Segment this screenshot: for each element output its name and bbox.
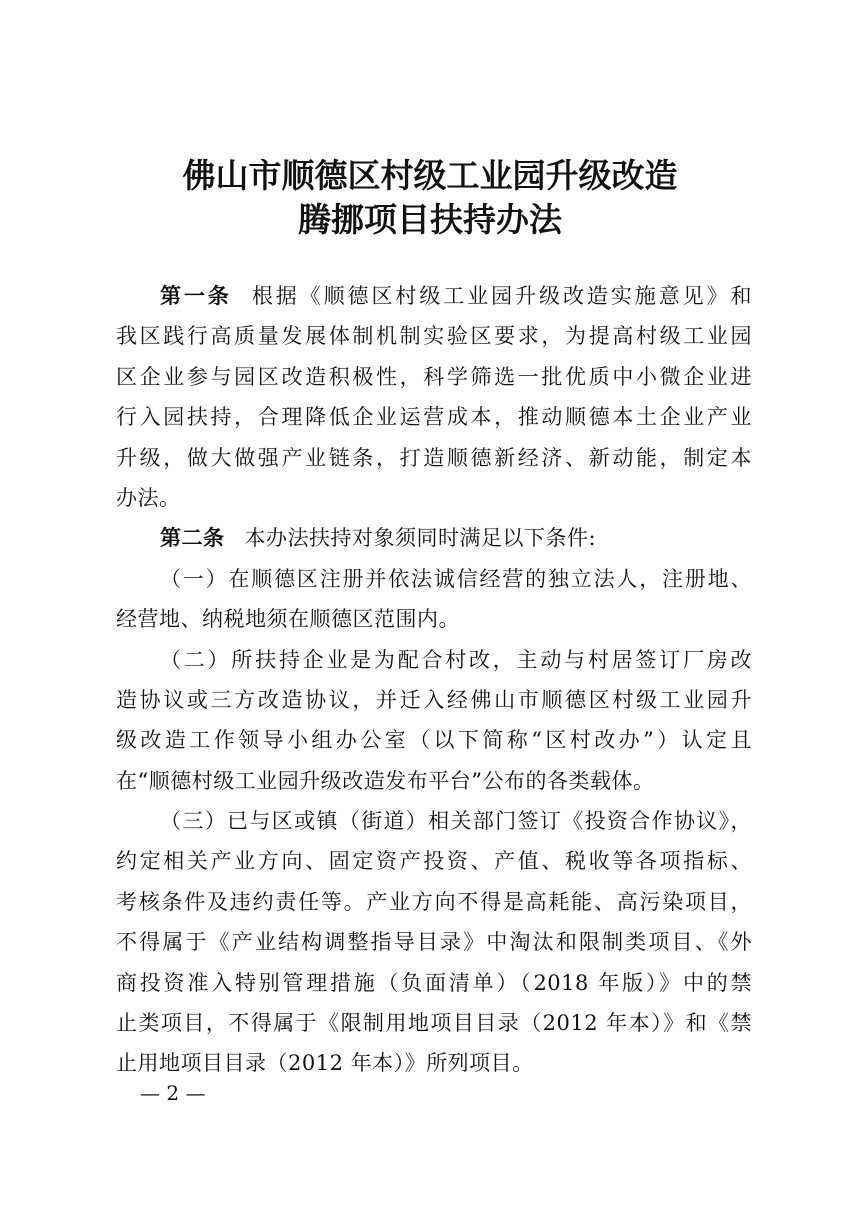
article-1-line-6: 办法。 [116, 485, 181, 510]
item-3-line-5: 商投资准入特别管理措施（负面清单）（2018 年版）》中的禁 [116, 970, 752, 995]
article-2-intro: 本办法扶持对象须同时满足以下条件: [244, 526, 597, 551]
article-1-text: 根据《顺德区村级工业园升级改造实施意见》和 [251, 284, 753, 308]
item-2-line-3: 级改造工作领导小组办公室（以下简称“区村改办”）认定且 [116, 728, 752, 753]
article-1-line-1 [116, 276, 752, 316]
article-1-line-5: 升级，做大做强产业链条，打造顺德新经济、新动能，制定本 [116, 445, 752, 470]
document-body [116, 276, 752, 1084]
article-1-line-3: 区企业参与园区改造积极性，科学筛选一批优质中小微企业进 [116, 364, 752, 389]
item-2-line-2: 造协议或三方改造协议，并迁入经佛山市顺德区村级工业园升 [116, 687, 752, 712]
item-1-line-2: 经营地、纳税地须在顺德区范围内。 [116, 607, 460, 632]
article-2-intro-line [116, 518, 752, 558]
item-2-line-4: 在“顺德村级工业园升级改造发布平台”公布的各类载体。 [116, 768, 655, 793]
article-1-line-2: 我区践行高质量发展体制机制实验区要求，为提高村级工业园 [116, 324, 752, 349]
article-2-label: 第二条 [160, 526, 225, 551]
article-1-line-4: 行入园扶持，合理降低企业运营成本，推动顺德本土企业产业 [116, 405, 752, 430]
article-1-label: 第一条 [160, 284, 232, 308]
document-title-line-2: 腾挪项目扶持办法 [298, 200, 562, 239]
item-3-line-6: 止类项目，不得属于《限制用地项目目录（2012 年本）》和《禁 [116, 1011, 752, 1036]
item-3-line-3: 考核条件及违约责任等。产业方向不得是高耗能、高污染项目， [116, 889, 752, 914]
item-1-line-1: （一）在顺德区注册并依法诚信经营的独立法人，注册地、 [160, 566, 752, 591]
item-3-line-7: 止用地项目目录（2012 年本）》所列项目。 [116, 1051, 534, 1076]
item-3-line-1: （三）已与区或镇（街道）相关部门签订《投资合作协议》， [160, 809, 752, 834]
document-title-line-1: 佛山市顺德区村级工业园升级改造 [182, 156, 678, 195]
page-number: — 2 — [140, 1081, 206, 1105]
item-3-line-2: 约定相关产业方向、固定资产投资、产值、税收等各项指标、 [116, 849, 752, 874]
item-3-line-4: 不得属于《产业结构调整指导目录》中淘汰和限制类项目、《外 [116, 930, 752, 955]
item-2-line-1: （二）所扶持企业是为配合村改，主动与村居签订厂房改 [160, 647, 752, 672]
